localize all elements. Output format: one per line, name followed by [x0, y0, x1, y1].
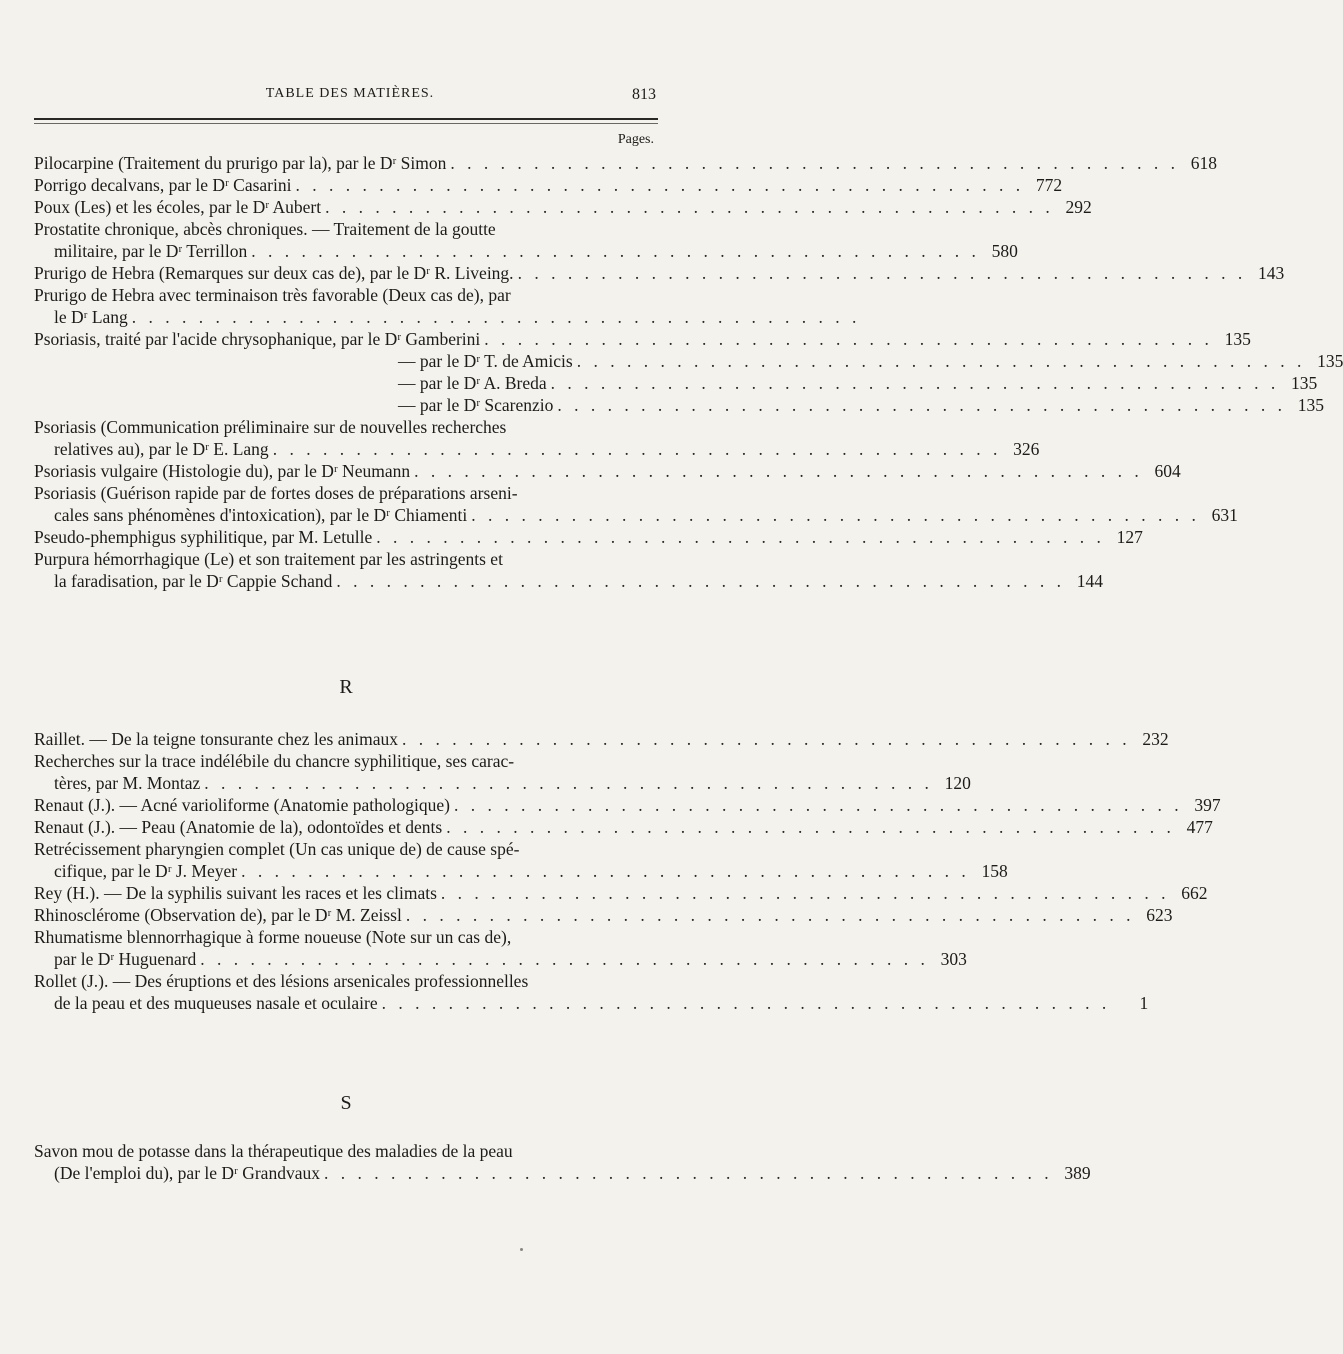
- entry-text: Rey (H.). — De la syphilis suivant les races et les climats: [34, 883, 437, 903]
- entry-page-number: 580: [991, 241, 1018, 261]
- entry-page-number: 662: [1181, 883, 1208, 903]
- dot-leader: . . . . . . . . . . . . . . . . . . . . . . . . . . . . . . . . . . . . . . . . . . . .: [200, 949, 929, 969]
- index-entry: [34, 526, 1143, 548]
- dot-leader: . . . . . . . . . . . . . . . . . . . . . . . . . . . . . . . . . . . . . . . . . . . .: [440, 883, 1170, 903]
- entry-page-number: 618: [1190, 153, 1217, 173]
- index-entry: [34, 174, 1063, 196]
- entry-page-number: 135: [1297, 395, 1325, 415]
- entry-text: cifique, par le Dʳ J. Meyer: [54, 861, 238, 881]
- entry-text: Porrigo decalvans, par le Dʳ Casarini: [34, 175, 292, 195]
- entry-text: Psoriasis, traité par l'acide chrysophanique, par le Dʳ Gamberini: [34, 329, 481, 349]
- entry-page-number: 232: [1142, 729, 1169, 749]
- entry-page-number: 604: [1154, 461, 1181, 481]
- index-entry: [34, 882, 1208, 904]
- entry-page-number: 135: [1317, 351, 1343, 371]
- entry-page-number: 397: [1194, 795, 1221, 815]
- entry-text: relatives au), par le Dʳ E. Lang: [54, 439, 269, 459]
- entry-text: Savon mou de potasse dans la thérapeutique des maladies de la peau: [34, 1141, 513, 1161]
- index-entry: [34, 372, 1318, 394]
- entry-text: Rhinosclérome (Observation de), par le Dʳ M. Zeissl: [34, 905, 402, 925]
- entry-text: Prostatite chronique, abcès chroniques. — Traitement de la goutte: [34, 219, 496, 239]
- entry-list: [34, 728, 1221, 1014]
- index-entry: [34, 970, 1149, 1014]
- entry-text: Pseudo-phemphigus syphilitique, par M. Letulle: [34, 527, 373, 547]
- index-entry: [34, 218, 1018, 262]
- entry-page-number: 477: [1186, 817, 1213, 837]
- index-entry: [34, 728, 1169, 750]
- dot-leader: . . . . . . . . . . . . . . . . . . . . . . . . . . . . . . . . . . . . . . . . . . . .: [336, 571, 1065, 591]
- index-entry: [34, 284, 861, 328]
- dot-leader: . . . . . . . . . . . . . . . . . . . . . . . . . . . . . . . . . . . . . . . . . . . .: [446, 817, 1175, 837]
- entry-text: par le Dʳ Huguenard: [54, 949, 197, 969]
- entry-page-number: 303: [940, 949, 967, 969]
- dot-leader: . . . . . . . . . . . . . . . . . . . . . . . . . . . . . . . . . . . . . . . . . . . .: [381, 993, 1111, 1013]
- entry-text: Recherches sur la trace indélébile du chancre syphilitique, ses carac-: [34, 751, 515, 771]
- paper-speck: [520, 1248, 523, 1251]
- index-entry: [34, 1140, 1091, 1184]
- dot-leader: . . . . . . . . . . . . . . . . . . . . . . . . . . . . . . . . . . . . . . . . . . . .: [484, 329, 1213, 349]
- entry-text: Renaut (J.). — Acné varioliforme (Anatomie pathologique): [34, 795, 450, 815]
- dot-leader: . . . . . . . . . . . . . . . . . . . . . . . . . . . . . . . . . . . . . . . . . . . .: [272, 439, 1002, 459]
- entry-page-number: 623: [1146, 905, 1173, 925]
- running-title: TABLE DES MATIÈRES.: [265, 86, 435, 101]
- entry-page-number: 144: [1076, 571, 1103, 591]
- dot-leader: . . . . . . . . . . . . . . . . . . . . . . . . . . . . . . . . . . . . . . . . . . . .: [251, 241, 980, 261]
- dot-leader: . . . . . . . . . . . . . . . . . . . . . . . . . . . . . . . . . . . . . . . . . . . .: [450, 153, 1179, 173]
- entry-text: la faradisation, par le Dʳ Cappie Schand: [54, 571, 333, 591]
- dot-leader: . . . . . . . . . . . . . . . . . . . . . . . . . . . . . . . . . . . . . . . . . . . .: [325, 197, 1054, 217]
- entry-text: de la peau et des muqueuses nasale et oculaire: [54, 993, 378, 1013]
- entry-page-number: 158: [981, 861, 1008, 881]
- dot-leader: . . . . . . . . . . . . . . . . . . . . . . . . . . . . . . . . . . . . . . . . . . . .: [241, 861, 970, 881]
- entry-list: [34, 152, 1343, 592]
- entry-text: Poux (Les) et les écoles, par le Dʳ Aubert: [34, 197, 322, 217]
- entry-page-number: 631: [1211, 505, 1238, 525]
- dot-leader: . . . . . . . . . . . . . . . . . . . . . . . . . . . . . . . . . . . . . . . . . . . .: [576, 351, 1306, 371]
- index-entry: [34, 904, 1173, 926]
- header-rule: [34, 118, 658, 120]
- pages-column-label: Pages.: [617, 132, 654, 147]
- dot-leader: . . . . . . . . . . . . . . . . . . . . . . . . . . . . . . . . . . . . . . . . . . . .: [414, 461, 1143, 481]
- dot-leader: . . . . . . . . . . . . . . . . . . . . . . . . . . . . . . . . . . . . . . . . . . . .: [550, 373, 1280, 393]
- header-rule-thin: [34, 123, 658, 124]
- index-entry: [34, 350, 1343, 372]
- index-entry: [34, 794, 1221, 816]
- dot-leader: . . . . . . . . . . . . . . . . . . . . . . . . . . . . . . . . . . . . . . . . . . . .: [295, 175, 1025, 195]
- dot-leader: . . . . . . . . . . . . . . . . . . . . . . . . . . . . . . . . . . . . . . . . . . . .: [517, 263, 1247, 283]
- index-entry: [34, 152, 1217, 174]
- entry-text: Renaut (J.). — Peau (Anatomie de la), odontoïdes et dents: [34, 817, 443, 837]
- entry-text: Rhumatisme blennorrhagique à forme noueuse (Note sur un cas de),: [34, 927, 512, 947]
- entry-text: (De l'emploi du), par le Dʳ Grandvaux: [54, 1163, 320, 1183]
- index-entry: [34, 926, 967, 970]
- entry-text: tères, par M. Montaz: [54, 773, 201, 793]
- entry-text: Prurigo de Hebra avec terminaison très favorable (Deux cas de), par: [34, 285, 511, 305]
- entry-page-number: 120: [944, 773, 971, 793]
- entry-page-number: 292: [1065, 197, 1092, 217]
- entry-text: — par le Dʳ A. Breda: [398, 373, 547, 393]
- index-entry: [34, 838, 1008, 882]
- dot-leader: . . . . . . . . . . . . . . . . . . . . . . . . . . . . . . . . . . . . . . . . . . . .: [557, 395, 1287, 415]
- entry-page-number: 326: [1013, 439, 1040, 459]
- entry-text: Psoriasis (Communication préliminaire sur de nouvelles recherches: [34, 417, 507, 437]
- index-entry: [34, 196, 1092, 218]
- entry-text: militaire, par le Dʳ Terrillon: [54, 241, 248, 261]
- index-entry: [34, 750, 971, 794]
- index-entry: [34, 262, 1285, 284]
- entry-text: Pilocarpine (Traitement du prurigo par la), par le Dʳ Simon: [34, 153, 447, 173]
- index-entry: [34, 394, 1325, 416]
- index-entry: [34, 482, 1238, 526]
- entry-text: — par le Dʳ Scarenzio: [398, 395, 554, 415]
- entry-page-number: 135: [1291, 373, 1318, 393]
- entry-page-number: 1: [1139, 993, 1149, 1013]
- entry-text: — par le Dʳ T. de Amicis: [398, 351, 573, 371]
- dot-leader: . . . . . . . . . . . . . . . . . . . . . . . . . . . . . . . . . . . . . . . . . . . .: [131, 307, 861, 327]
- entry-text: Purpura hémorrhagique (Le) et son traitement par les astringents et: [34, 549, 503, 569]
- entry-page-number: 389: [1064, 1163, 1091, 1183]
- entry-text: Prurigo de Hebra (Remarques sur deux cas de), par le Dʳ R. Liveing.: [34, 263, 514, 283]
- entry-list: [34, 1140, 1091, 1184]
- page-header: [40, 86, 656, 110]
- index-entry: [34, 548, 1103, 592]
- entry-page-number: 143: [1257, 263, 1285, 283]
- entry-text: Psoriasis (Guérison rapide par de fortes doses de préparations arseni-: [34, 483, 518, 503]
- dot-leader: . . . . . . . . . . . . . . . . . . . . . . . . . . . . . . . . . . . . . . . . . . . .: [405, 905, 1135, 925]
- entry-text: le Dʳ Lang: [54, 307, 128, 327]
- dot-leader: . . . . . . . . . . . . . . . . . . . . . . . . . . . . . . . . . . . . . . . . . . . .: [376, 527, 1105, 547]
- page-number: 813: [632, 86, 656, 103]
- dot-leader: . . . . . . . . . . . . . . . . . . . . . . . . . . . . . . . . . . . . . . . . . . . .: [204, 773, 933, 793]
- section-letter-r: R: [339, 676, 353, 698]
- entry-page-number: 135: [1224, 329, 1251, 349]
- entry-text: Raillet. — De la teigne tonsurante chez les animaux: [34, 729, 398, 749]
- dot-leader: . . . . . . . . . . . . . . . . . . . . . . . . . . . . . . . . . . . . . . . . . . . .: [471, 505, 1200, 525]
- entry-text: Rollet (J.). — Des éruptions et des lésions arsenicales professionnelles: [34, 971, 529, 991]
- entry-page-number: 772: [1035, 175, 1063, 195]
- entry-text: Retrécissement pharyngien complet (Un cas unique de) de cause spé-: [34, 839, 520, 859]
- entry-text: cales sans phénomènes d'intoxication), par le Dʳ Chiamenti: [54, 505, 468, 525]
- index-entry: [34, 816, 1213, 838]
- entry-page-number: 127: [1116, 527, 1143, 547]
- dot-leader: . . . . . . . . . . . . . . . . . . . . . . . . . . . . . . . . . . . . . . . . . . . .: [323, 1163, 1053, 1183]
- section-letter-s: S: [340, 1092, 352, 1114]
- index-entry: [34, 460, 1181, 482]
- entry-text: Psoriasis vulgaire (Histologie du), par le Dʳ Neumann: [34, 461, 411, 481]
- dot-leader: . . . . . . . . . . . . . . . . . . . . . . . . . . . . . . . . . . . . . . . . . . . .: [454, 795, 1183, 815]
- index-entry: [34, 416, 1040, 460]
- index-entry: [34, 328, 1251, 350]
- dot-leader: . . . . . . . . . . . . . . . . . . . . . . . . . . . . . . . . . . . . . . . . . . . .: [401, 729, 1131, 749]
